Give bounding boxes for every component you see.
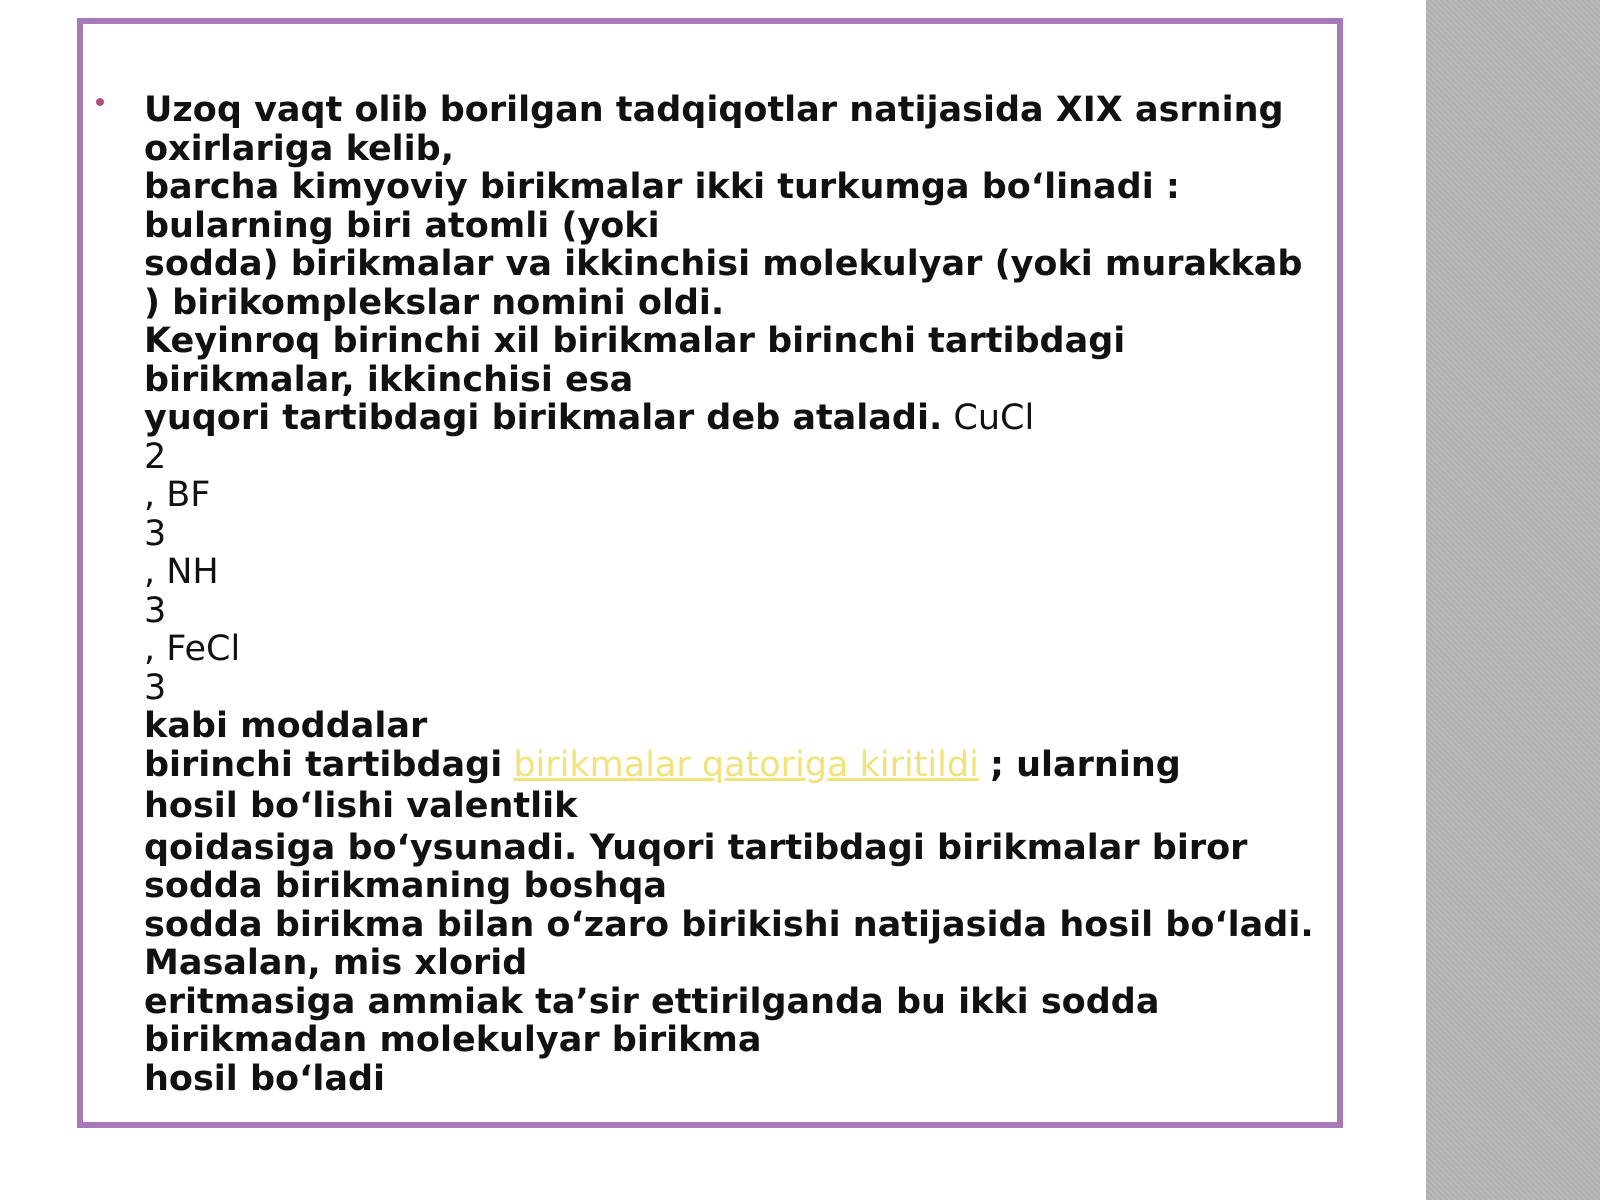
text-line: birikmadan molekulyar birikma bbox=[144, 1020, 762, 1060]
text-line: Keyinroq birinchi xil birikmalar birinchi tartibdagi bbox=[144, 321, 1126, 361]
text-line: sodda birikma bilan o‘zaro birikishi natijasida hosil bo‘ladi. bbox=[144, 904, 1314, 945]
formula-subscript: 3 bbox=[144, 590, 167, 631]
text-line: birikmalar, ikkinchisi esa bbox=[144, 359, 634, 400]
text-line: qoidasiga bo‘ysunadi. Yuqori tartibdagi birikmalar biror bbox=[144, 827, 1248, 868]
text-line: barcha kimyoviy birikmalar ikki turkumga bo‘linadi : bbox=[144, 167, 1180, 207]
text-line: ) birikomplekslar nomini oldi. bbox=[144, 282, 725, 323]
formula-cucl: CuCl bbox=[953, 398, 1035, 438]
body-paragraph bbox=[144, 91, 1324, 1098]
text-line: Uzoq vaqt olib borilgan tadqiqotlar natijasida XIX asrning bbox=[144, 90, 1284, 130]
text-line: hosil bo‘ladi bbox=[144, 1058, 386, 1099]
formula-fecl: , FeCl bbox=[144, 629, 241, 669]
text-line: eritmasiga ammiak ta’sir ettirilganda bu ikki sodda bbox=[144, 981, 1160, 1022]
text-line: sodda birikmaning boshqa bbox=[144, 866, 668, 906]
formula-nh: , NH bbox=[144, 552, 219, 592]
formula-subscript: 3 bbox=[144, 513, 167, 554]
inline-link[interactable]: birikmalar qatoriga kiritildi bbox=[513, 744, 979, 785]
text-line: sodda) birikmalar va ikkinchisi molekulyar (yoki murakkab bbox=[144, 244, 1303, 284]
text-line: kabi moddalar bbox=[144, 706, 428, 746]
bullet-dot-icon bbox=[96, 98, 104, 106]
text-segment: yuqori tartibdagi birikmalar deb ataladi. bbox=[144, 398, 943, 438]
formula-bf: , BF bbox=[144, 475, 211, 515]
text-line bbox=[144, 399, 1324, 438]
text-segment: ; ularning bbox=[989, 744, 1181, 785]
formula-subscript: 3 bbox=[144, 667, 167, 708]
text-line: oxirlariga kelib, bbox=[144, 128, 455, 169]
text-line: Masalan, mis xlorid bbox=[144, 943, 528, 983]
text-line: hosil bo‘lishi valentlik bbox=[144, 786, 578, 826]
side-decor-panel bbox=[1426, 0, 1600, 1200]
text-segment: birinchi tartibdagi bbox=[144, 744, 503, 785]
formula-subscript: 2 bbox=[144, 436, 167, 477]
text-line: bularning biri atomli (yoki bbox=[144, 205, 660, 246]
text-line bbox=[144, 746, 1324, 785]
